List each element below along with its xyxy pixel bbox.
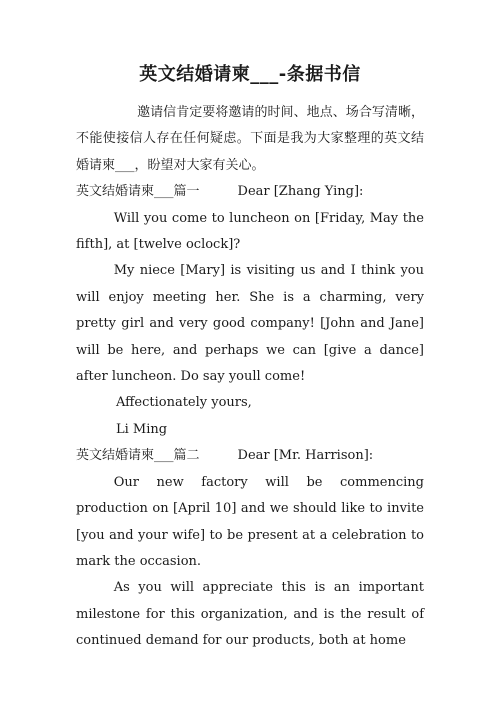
section-heading-1 (76, 179, 424, 205)
section-heading-2 (76, 443, 424, 469)
salutation-2: Dear [Mr. Harrison]: (237, 448, 374, 464)
salutation-1: Dear [Zhang Ying]: (237, 184, 364, 200)
letter2-paragraph-2: As you will appreciate this is an important milestone for this organization, and is the result of continued demand for our products, both at home (76, 580, 424, 649)
letter1-paragraph-2: My niece [Mary] is visiting us and I think you will enjoy meeting her. She is a charming, very pretty girl and very good company! [John and Jane] will be here, and perhaps we can [give a dance] after luncheon. Do say youll come! (76, 263, 424, 385)
letter1-signature: Li Ming (116, 421, 168, 437)
section-label-1: 英文结婚请柬___篇一 (76, 184, 200, 200)
intro-paragraph: 邀请信肯定要将邀请的时间、地点、场合写清晰，不能使接信人存在任何疑虑。下面是我为大家整理的英文结婚请柬___，盼望对大家有关心。 (76, 105, 424, 173)
page-title: 英文结婚请柬___-条据书信 (139, 64, 361, 85)
section-label-2: 英文结婚请柬___篇二 (76, 448, 200, 464)
letter1-closing: Affectionately yours, (116, 395, 252, 411)
letter1-paragraph-1: Will you come to luncheon on [Friday, May the fifth], at [twelve oclock]? (76, 210, 424, 253)
letter2-paragraph-1: Our new factory will be commencing production on [April 10] and we should like to invite [you and your wife] to be present at a celebration to mark the occasion. (76, 474, 424, 569)
